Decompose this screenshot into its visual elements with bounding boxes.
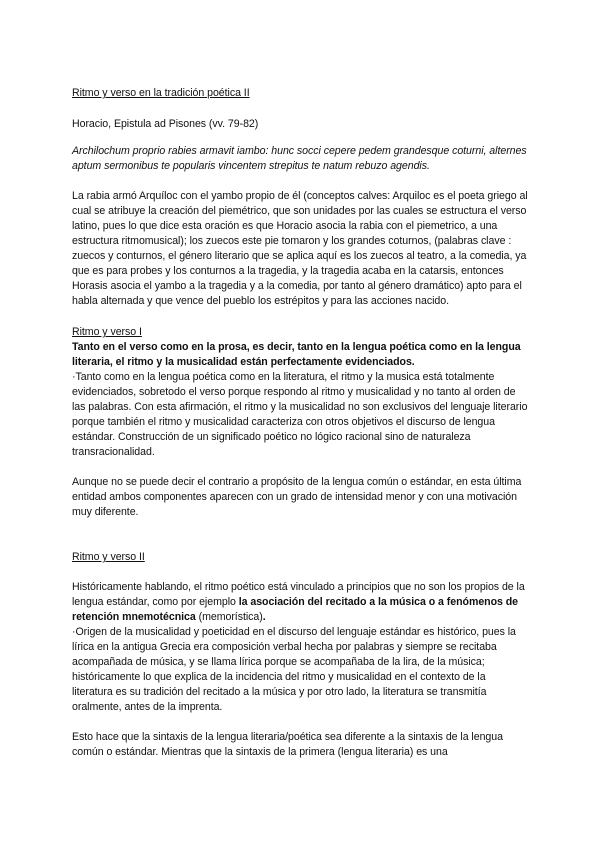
section-2-intro-bold: la asociación del recitado a la música o a fenómenos de retención mnemotécnica — [72, 596, 518, 623]
section-2-intro-start: Históricamente hablando, el ritmo poético está vinculado a principios que no son los propios de la lengua estándar, como por ejemplo — [72, 581, 525, 608]
section-1-bold-statement: Tanto en el verso como en la prosa, es decir, tanto en la lengua poética como en la lengua literaria, el ritmo y la musicalidad están perfectamente evidenciados. — [72, 341, 521, 368]
section-2-origin: ·Origen de la musicalidad y poeticidad en el discurso del lenguaje estándar es histórico, pues la lírica en la antigua Grecia era composición verbal hecha por palabras y siempre se recitaba acompañada de música, y se llama lírica porque se acompañaba de la lira, de la música; históricamente lo que explica de la incidencia del ritmo y musicalidad en el contexto de la literatura es su tradición del recitado a la música y por otro lado, la literatura se transmitía oralmente, antes de la imprenta. — [72, 626, 516, 713]
section-2-heading: Ritmo y verso II — [72, 551, 145, 563]
section-2-intro — [72, 580, 528, 625]
source-reference: Horacio, Epistula ad Pisones (vv. 79-82) — [72, 118, 259, 130]
section-2-syntax: Esto hace que la sintaxis de la lengua literaria/poética sea diferente a la sintaxis de la lengua común o estándar. Mientras que la sintaxis de la primera (lengua literaria) es una — [72, 731, 503, 758]
spacer — [72, 520, 528, 550]
section-1-heading: Ritmo y verso I — [72, 326, 142, 338]
spacer — [72, 565, 528, 580]
section-1-explanation: ·Tanto como en la lengua poética como en la literatura, el ritmo y la musica está totalmente evidenciados, sobretodo el verso porque respondo al ritmo y musicalidad y no tanto al orden de las palabras. Con esta afirmación, el ritmo y la musicalidad no son exclusivos del lenguaje literario porque también el ritmo y musicalidad caracteriza con otros objetivos el discurso de lengua estándar. Construcción de un significado poético no lógico racional sino de naturaleza transracionalidad. — [72, 371, 528, 458]
section-1-contrast: Aunque no se puede decir el contrario a propósito de la lengua común o estándar, en esta última entidad ambos componentes aparecen con un grado de intensidad menor y con una motivación muy diferente. — [72, 476, 522, 518]
spacer — [72, 715, 528, 730]
section-2-intro-end: . — [262, 611, 266, 623]
document-page — [72, 86, 528, 760]
translation-paragraph: La rabia armó Arquíloc con el yambo propio de él (conceptos calves: Arquiloc es el poeta griego al cual se atribuye la creación del piemétrico, que son unidades por las cuales se estructura el verso latino, pues lo que dice esta oración es que Horacio asocia la rabia con el piemetrico, a una estructura ritmomusical); los zuecos este pie tomaron y los grandes coturnos, (palabras clave : zuecos y conturnos, el género literario que se aplica aquí es los zuecos al teatro, a la comedia, ya que es para probes y los conturnos a la tragedia, y la tragedia acaba en la catarsis, entonces Horasis asocia el yambo a la tragedia y a la comedia, por tanto al género dramático) apto para el habla alternada y que vence del pueblo los estrépitos y para las acciones nacido. — [72, 190, 528, 307]
spacer — [72, 460, 528, 475]
latin-quote: Archilochum proprio rabies armavit iambo: hunc socci cepere pedem grandesque coturni, alternes aptum sermonibus te popularis vincentem strepitus te natum rebuzo agendis. — [72, 145, 527, 172]
section-2-intro-paren: (memorística) — [195, 611, 263, 623]
document-title: Ritmo y verso en la tradición poética II — [72, 87, 250, 99]
